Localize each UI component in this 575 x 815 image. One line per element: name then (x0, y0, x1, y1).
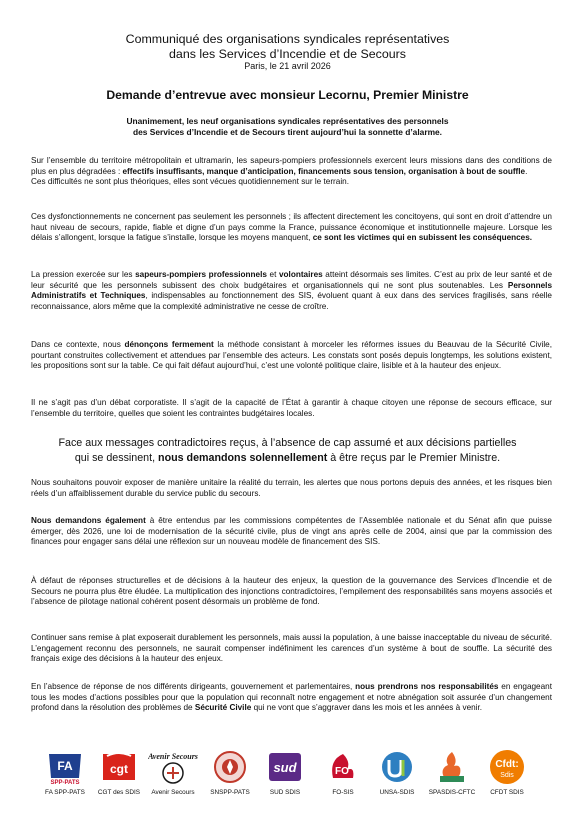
paragraph-5 (31, 398, 552, 419)
p7-text: à être entendus par les commissions compétentes de l’Assemblée nationale et du Sénat afin que puisse émerger, dès 2026, une loi de modernisation de la sécurité civile, plus de vingt ans après celle de 2004, ainsi que par la commission des finances pour engager sans délai une réflexion sur un nouveau modèle de financement des SIS. (31, 516, 552, 547)
p2-text: Ces dysfonctionnements ne concernent pas seulement les personnels ; ils affectent directement les concitoyens, qui sont en droit d’attendre un haut niveau de secours, rapide, fiable et digne d’un pays comme la France, puissance économique et institutionnelle majeure. Lorsque les délais s’allongent, lorsque la fatigue s’installe, lorsque les moyens manquent, (31, 212, 552, 243)
p1-text-end: . (525, 166, 528, 176)
spasdis-cftc-logo-icon (430, 748, 474, 786)
paragraph-6 (31, 478, 552, 499)
callout (20, 436, 555, 465)
logo-fa-spp-pats (38, 748, 92, 797)
header-date: Paris, le 21 avril 2026 (244, 61, 331, 71)
union-logos (0, 748, 575, 808)
subtitle (30, 116, 545, 138)
logo-caption: FA SPP-PATS (45, 789, 85, 796)
p3-text-4: , indispensables au fonctionnement des SIS, évoluent quant à eux dans des services fragilisés, sans réelle reconnaissance, alors même que la complexité administrative ne cesse de croître. (31, 291, 552, 311)
paragraph-7 (31, 516, 552, 548)
logo-caption: CFDT SDIS (490, 789, 524, 796)
logo-caption: FO-SIS (332, 789, 354, 796)
cfdt-logo-subtext: Sdis (500, 772, 514, 779)
callout-bold: nous demandons solennellement (158, 451, 328, 464)
fa-spp-pats-logo-icon (43, 748, 87, 786)
callout-line-1: Face aux messages contradictoires reçus, à l’absence de cap assumé et aux décisions partielles (58, 437, 517, 449)
paragraph-2 (31, 212, 552, 244)
header-line-1: Communiqué des organisations syndicales représentatives (125, 32, 450, 46)
p7-bold: Nous demandons également (31, 516, 146, 525)
logo-cgt (92, 748, 146, 797)
callout-text-a: qui se dessinent, (74, 451, 159, 464)
p10-bold-2: Sécurité Civile (194, 703, 252, 713)
p10-text-2: en engageant tous les modes d’actions possibles pour que la population qui reconnaît notre engagement et notre abnégation soit assurée d’un changement profond dans la résolution des problèmes de (31, 682, 552, 713)
p2-bold: ce sont les victimes qui en subissent les conséquences. (312, 233, 533, 243)
fo-logo-text: FO (335, 766, 349, 777)
p3-bold-1: sapeurs-pompiers professionnels (135, 270, 267, 279)
subtitle-line-1: Unanimement, les neuf organisations syndicales représentatives des personnels (126, 116, 449, 126)
cgt-logo-text: cgt (110, 762, 128, 776)
paragraph-9 (31, 633, 552, 665)
unsa-sdis-logo-icon (375, 748, 419, 786)
logo-snspp-pats (203, 748, 257, 797)
logo-fo-sis (316, 748, 370, 797)
cfdt-logo-text: Cfdt: (495, 759, 519, 770)
paragraph-4 (31, 340, 552, 372)
p10-text-1: En l’absence de réponse de nos différents dirigeants, gouvernement et parlementaires, (31, 682, 356, 691)
p3-text-1: La pression exercée sur les (31, 270, 136, 279)
p9-text: Continuer sans remise à plat exposerait durablement les personnels, mais aussi la population, à une baisse inacceptable du niveau de sécurité. L’engagement reconnu des personnels, ne saurait compenser indéfiniment les carences d’un système à bout de souffle. La sécurité des français exige des décisions à la hauteur des enjeux. (31, 633, 552, 664)
callout-line-2 (20, 451, 555, 466)
p3-text-2: et (266, 270, 279, 279)
cgt-logo-icon (97, 748, 141, 786)
fa-logo-text: FA (57, 759, 73, 773)
avenir-logo-text: Avenir Secours (148, 752, 198, 761)
fa-logo-subtext: SPP-PATS (50, 780, 80, 786)
p4-text-1: Dans ce contexte, nous (31, 340, 125, 349)
p10-bold-1: nous prendrons nos responsabilités (355, 682, 499, 691)
logo-cfdt-sdis (480, 748, 534, 797)
logo-caption: SNSPP-PATS (210, 789, 250, 796)
p10-text-3: qui ne vont que s’aggraver dans les mois et les années à venir. (251, 703, 483, 713)
p3-text-3: atteint désormais ses limites. C’est au prix de leur santé et de leur sécurité que les personnels subissent des choix budgétaires et organisationnels qui ne sont plus soutenables. Les (31, 270, 552, 290)
callout-text-c: à être reçus par le Premier Ministre. (327, 451, 501, 464)
p6-text: Nous souhaitons pouvoir exposer de manière unitaire la réalité du terrain, les alertes que nous portons depuis des années, et les risques bien réels d’un affaiblissement durable du service public du secours. (31, 478, 552, 498)
logo-caption: CGT des SDIS (97, 789, 141, 796)
logo-unsa-sdis (370, 748, 424, 797)
avenir-secours-logo-icon (148, 748, 198, 786)
snspp-pats-logo-icon (208, 748, 252, 786)
paragraph-1 (31, 156, 552, 188)
cfdt-logo-icon (485, 748, 529, 786)
sud-logo-text: sud (273, 760, 297, 775)
fo-sis-logo-icon (321, 748, 365, 786)
logo-caption: Avenir Secours (151, 789, 195, 796)
p4-bold: dénonçons fermement (124, 340, 214, 349)
paragraph-8 (31, 576, 552, 608)
p1-text: Sur l’ensemble du territoire métropolitain et ultramarin, les sapeurs-pompiers professionnels exercent leurs missions dans des conditions de plus en plus dégradées : (31, 156, 552, 176)
p8-text: À défaut de réponses structurelles et de décisions à la hauteur des enjeux, la question de la gouvernance des Services d’Incendie et de Secours ne pourra plus être éludée. La multiplication des injonctions contradictoires, l’empilement des responsabilités sans moyens associés et l’absence de pilotage national cohérent posent désormais un problème de fond. (31, 576, 552, 607)
logo-sud-sdis (258, 748, 312, 797)
logo-avenir-secours (146, 748, 200, 797)
subtitle-line-2: des Services d’Incendie et de Secours tirent aujourd’hui la sonnette d’alarme. (132, 127, 443, 137)
p3-bold-2: volontaires (279, 270, 323, 279)
p1-bold: effectifs insuffisants, manque d’anticipation, financements sous tension, organisation à bout de souffle (122, 166, 526, 176)
p5-text: Il ne s’agit pas d’un débat corporatiste. Il s’agit de la capacité de l’État à garantir à chaque citoyen une réponse de secours efficace, sur l’ensemble du territoire, quelles que soient les contraintes budgétaires locales. (31, 398, 552, 418)
logo-caption: SUD SDIS (269, 789, 301, 796)
paragraph-10 (31, 682, 552, 714)
p3-bold-3: Personnels Administratifs et Techniques (31, 280, 552, 301)
header-line-2: dans les Services d’Incendie et de Secours (169, 47, 406, 61)
logo-spasdis-cftc (425, 748, 479, 797)
logo-caption: SPASDIS-CFTC (428, 789, 476, 796)
logo-caption: UNSA-SDIS (379, 789, 415, 796)
paragraph-3 (31, 270, 552, 312)
page-title: Demande d’entrevue avec monsieur Lecornu, Premier Ministre (106, 88, 469, 102)
p4-text-2: la méthode consistant à morceler les réformes issues du Beauvau de la Sécurité Civile, pourtant construites collectivement et attendues par l’ensemble des acteurs. Les constats sont posés depuis longtemps, les solutions existent, les propositions sont sur la table. Ce qui fait défaut aujourd’hui, c’est une volonté politique claire, lisible et à la hauteur des enjeux. (31, 340, 552, 371)
sud-logo-icon (263, 748, 307, 786)
p1-text-2: Ces difficultés ne sont plus théoriques, elles sont vécues quotidiennement sur le terrain. (31, 177, 349, 187)
